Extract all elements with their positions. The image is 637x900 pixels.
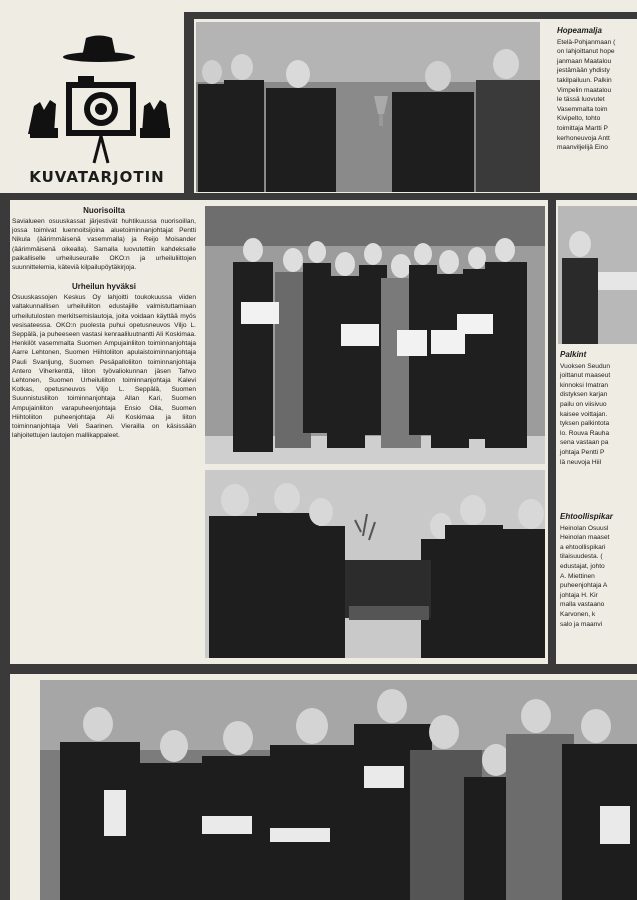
caption-line: sena vastaan pa (560, 439, 609, 447)
caption-line: takilpailuun. Palkin (557, 76, 612, 84)
caption-line: edustajat, johto (560, 562, 605, 570)
caption-line: janmaan Maatalou (557, 57, 612, 65)
photo-palkinto (558, 206, 637, 344)
caption-line: Vuoksen Seudun (560, 362, 610, 370)
caption-line: johtaja Pentti P (560, 448, 605, 456)
caption-line: a ehtoollispikari (560, 543, 606, 551)
caption-line: joittanut maaseut (560, 372, 611, 380)
caption-line: kaisee voittajan. (560, 410, 608, 418)
photographer-camera-icon (14, 30, 180, 165)
caption-line: toimittaja Martti P (557, 124, 608, 132)
caption-line: Kivipelto, tohto (557, 115, 601, 123)
caption-line: Heinolan maaset (560, 534, 610, 542)
caption-line: Etelä-Pohjanmaan ( (557, 38, 616, 46)
caption-line: lo. Rouva Rauha (560, 429, 610, 437)
article-urheilun-hyvaksi (12, 282, 196, 440)
caption-line: kerhoneuvoja Antt (557, 134, 610, 142)
caption-line: maanviljelijä Eino (557, 144, 608, 152)
frame-bar-left-column (0, 193, 10, 900)
caption-ehtoollis (560, 512, 637, 629)
caption-line: Karvonen, k (560, 610, 596, 618)
frame-bar-top (184, 12, 637, 19)
caption-line: Vimpelin maatalou (557, 86, 612, 94)
photo-hopeamalja (196, 22, 540, 192)
caption-line: pailu on viisivuo (560, 400, 607, 408)
caption-line: tyksen palkintota (560, 420, 610, 428)
article-column (12, 206, 196, 450)
frame-bar-right (548, 200, 556, 664)
caption-hopeamalja (557, 26, 637, 153)
frame-bar-middle (10, 664, 637, 674)
section-logo (14, 30, 180, 190)
caption-heading: Hopeamalja (557, 26, 602, 35)
caption-line: on lahjoittanut hope (557, 48, 615, 56)
frame-bar-horizontal (0, 193, 637, 200)
caption-line: Vasemmalta toim (557, 105, 608, 113)
photo-nuorisoilta (205, 206, 545, 464)
caption-line: Heinolan Osuusl (560, 524, 609, 532)
caption-line: le tässä luovutet (557, 96, 605, 104)
caption-palkinto (560, 350, 637, 467)
article-heading: Nuorisoilta (83, 206, 125, 215)
article-nuorisoilta (12, 206, 196, 272)
section-title: KUVATARJOTIN (29, 168, 165, 186)
caption-line: A. Miettinen (560, 572, 595, 580)
caption-line: jestämään yhdisty (557, 67, 610, 75)
caption-line: tilaisuudesta. ( (560, 553, 603, 561)
caption-line: salo ja maanvi (560, 620, 603, 628)
caption-line: kinnoksi Imatran (560, 381, 609, 389)
caption-heading: Palkint (560, 350, 587, 359)
caption-line: johtaja H. Kir (560, 591, 598, 599)
caption-heading: Ehtoollispikar (560, 512, 613, 521)
caption-line: distyksen karjan (560, 391, 608, 399)
caption-line: malla vastaano (560, 601, 605, 609)
photo-urheilun-hyvaksi (205, 470, 545, 658)
article-body: Osuuskassojen Keskus Oy lahjoitti toukokuussa viiden valtakunnallisen urheiluliiton edustajille valmistuttamiaan urheilutulosten merkitsemislautoja, joita voidaan käyttää myös vesisateessa. OKO:n puolesta puhui opetusneuvos Viljo L. Seppälä, ja puheeseen vastasi kenraaliluutnantti Ali Koskimaa. Henkilöt vasemmalta Suomen Ampujainliiton toiminnanjohtaja Aarre Lehtonen, Suomen Hiihtoliiton apulaistoiminnanjohtaja Pauli Svanljung, Suomen Pesäpalloliiton toiminnanjohtaja Antero Viherkenttä, liiton työvaliokunnan jäsen Tahvo Lehtonen, Suomen Urheiluliiton toiminnanjohtaja Kalevi Kotkas, opetusneuvos Viljo L. Seppälä, Suomen Suunnistusliiton toiminnanjohtaja Allan Kari, Suomen Ampujainliiton varapuheenjohtaja Ensio Oila, Suomen Hiihtoliiton puheenjohtaja Ali Koskimaa ja liiton toiminnanjohtaja Veli Saarinen. Vierailla on käsissään lahjoitettujen lautojen mallikappaleet. (12, 294, 196, 440)
article-heading: Urheilun hyväksi (71, 282, 137, 292)
frame-bar-left (184, 12, 194, 198)
photo-group-diplomas (40, 680, 637, 900)
caption-line: puheenjohtaja A (560, 582, 608, 590)
article-body: Savialueen osuuskassat järjestivät huhtikuussa nuorisoillan, jossa toimivat luennoitsijoina aluetoiminnanjohtajat Pentti Nikula (äärimmäisenä vasemmalla) ja Reijo Moisander (äärimmäisenä oikealla). Samalla luovutettiin kahdeksalle paikalliselle urheiluseuralle OKO:n ja urheiluliittojen suunnittelemia, käteviä kilpailupöytäkirjoja. (12, 218, 196, 272)
caption-line: lä neuvoja Hiil (560, 458, 602, 466)
